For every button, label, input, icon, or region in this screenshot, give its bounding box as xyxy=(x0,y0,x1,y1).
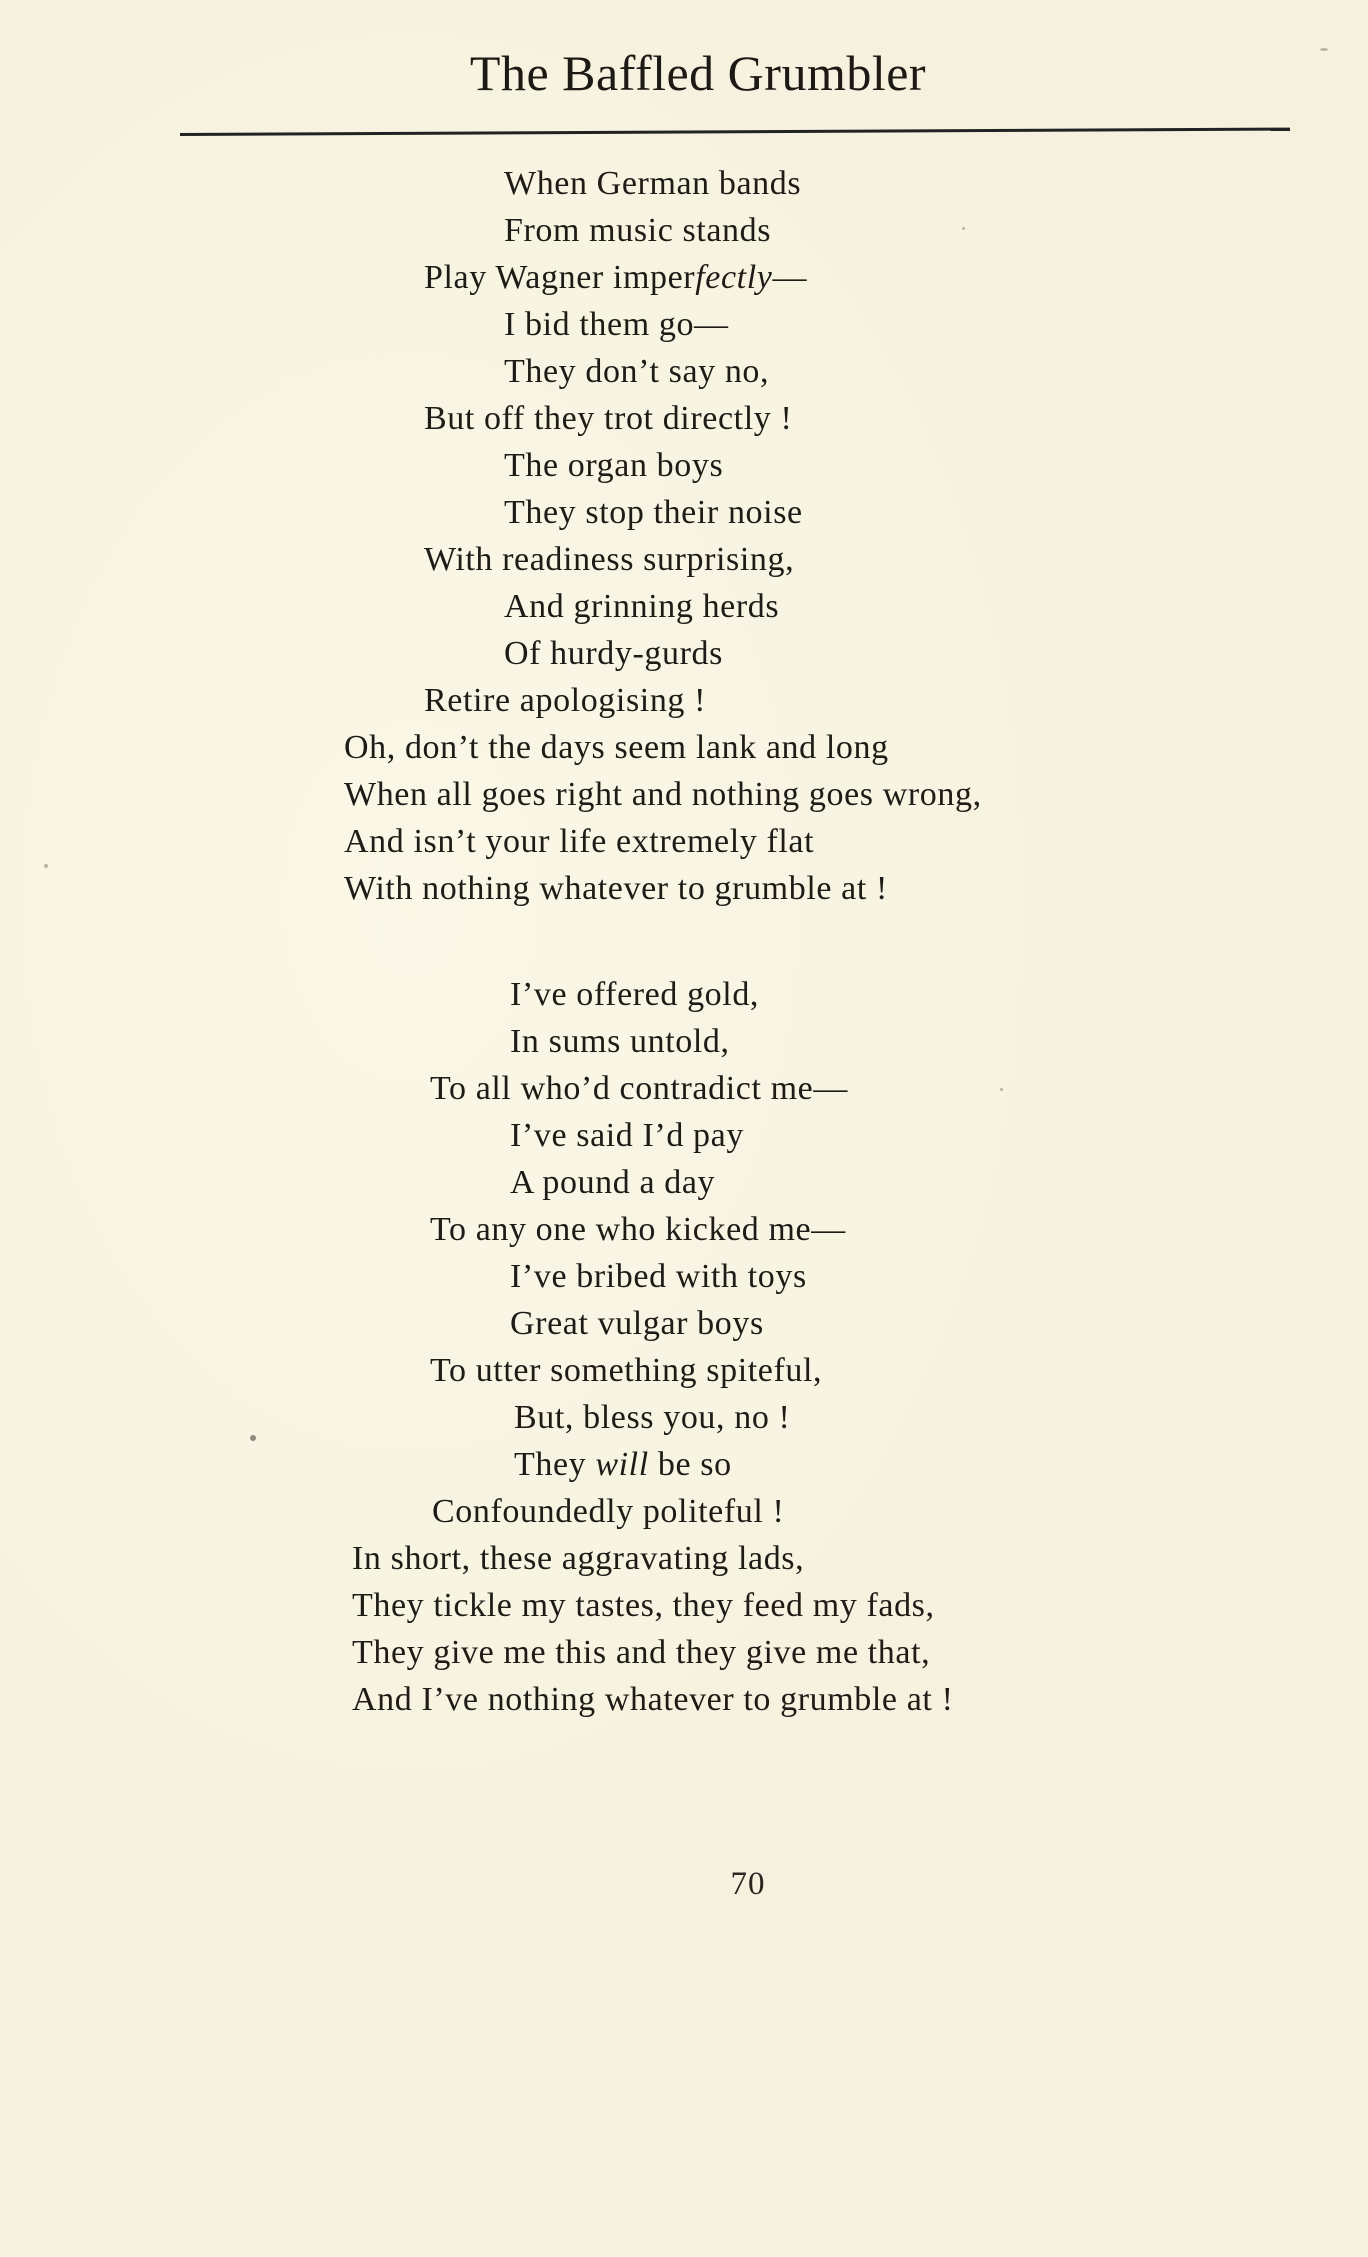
running-head-title: The Baffled Grumbler xyxy=(469,45,927,101)
verse-line: I’ve offered gold, xyxy=(510,976,760,1013)
verse-line: In sums untold, xyxy=(510,1023,730,1060)
verse-line: In short, these aggravating lads, xyxy=(352,1540,805,1577)
verse-line: They tickle my tastes, they feed my fads, xyxy=(352,1587,935,1624)
verse-line: To any one who kicked me— xyxy=(430,1211,846,1248)
verse-line: When all goes right and nothing goes wrong, xyxy=(344,776,982,813)
verse-line: And isn’t your life extremely flat xyxy=(344,823,815,860)
verse-line: Great vulgar boys xyxy=(510,1305,764,1342)
verse-line: Of hurdy-gurds xyxy=(504,635,723,672)
verse-line: But, bless you, no ! xyxy=(514,1399,791,1436)
paper-speck xyxy=(962,227,965,230)
verse-line xyxy=(424,258,807,298)
page-number xyxy=(0,1866,1368,1903)
verse-line: Retire apologising ! xyxy=(424,682,707,719)
verse-line-italic: will xyxy=(595,1446,649,1483)
verse-line: A pound a day xyxy=(510,1164,716,1201)
verse-line-italic: fectly xyxy=(695,259,773,296)
paper-speck xyxy=(44,864,48,868)
verse-line: The organ boys xyxy=(504,447,724,484)
verse-line: They don’t say no, xyxy=(504,353,770,390)
verse-line-part: Play Wagner imper xyxy=(424,259,696,296)
verse-line-part: — xyxy=(772,259,808,296)
verse-line: I’ve bribed with toys xyxy=(510,1258,807,1295)
verse-line: Confoundedly politeful ! xyxy=(432,1493,785,1530)
verse-line: They give me this and they give me that, xyxy=(352,1634,931,1671)
running-head xyxy=(0,44,1368,102)
verse-line: When German bands xyxy=(504,165,802,202)
verse-line-part: They xyxy=(514,1446,596,1483)
paper-speck xyxy=(1320,48,1328,51)
verse-line: From music stands xyxy=(504,212,772,249)
paper-speck xyxy=(250,1435,256,1441)
paper-speck xyxy=(1000,1088,1003,1091)
verse-line: With nothing whatever to grumble at ! xyxy=(344,870,888,907)
header-rule xyxy=(180,128,1290,136)
verse-line: I bid them go— xyxy=(504,306,729,343)
verse-line xyxy=(514,1445,732,1485)
verse-line: To utter something spiteful, xyxy=(430,1352,823,1389)
verse-line: With readiness surprising, xyxy=(424,541,795,578)
verse-line: I’ve said I’d pay xyxy=(510,1117,744,1154)
verse-line: To all who’d contradict me— xyxy=(430,1070,848,1107)
page-number-text: 70 xyxy=(730,1866,766,1902)
verse-line: They stop their noise xyxy=(504,494,803,531)
verse-line: Oh, don’t the days seem lank and long xyxy=(344,729,889,766)
verse-line: And grinning herds xyxy=(504,588,780,625)
verse-line: But off they trot directly ! xyxy=(424,400,793,437)
verse-line-part: be so xyxy=(648,1446,732,1483)
verse-line: And I’ve nothing whatever to grumble at ! xyxy=(352,1681,954,1718)
